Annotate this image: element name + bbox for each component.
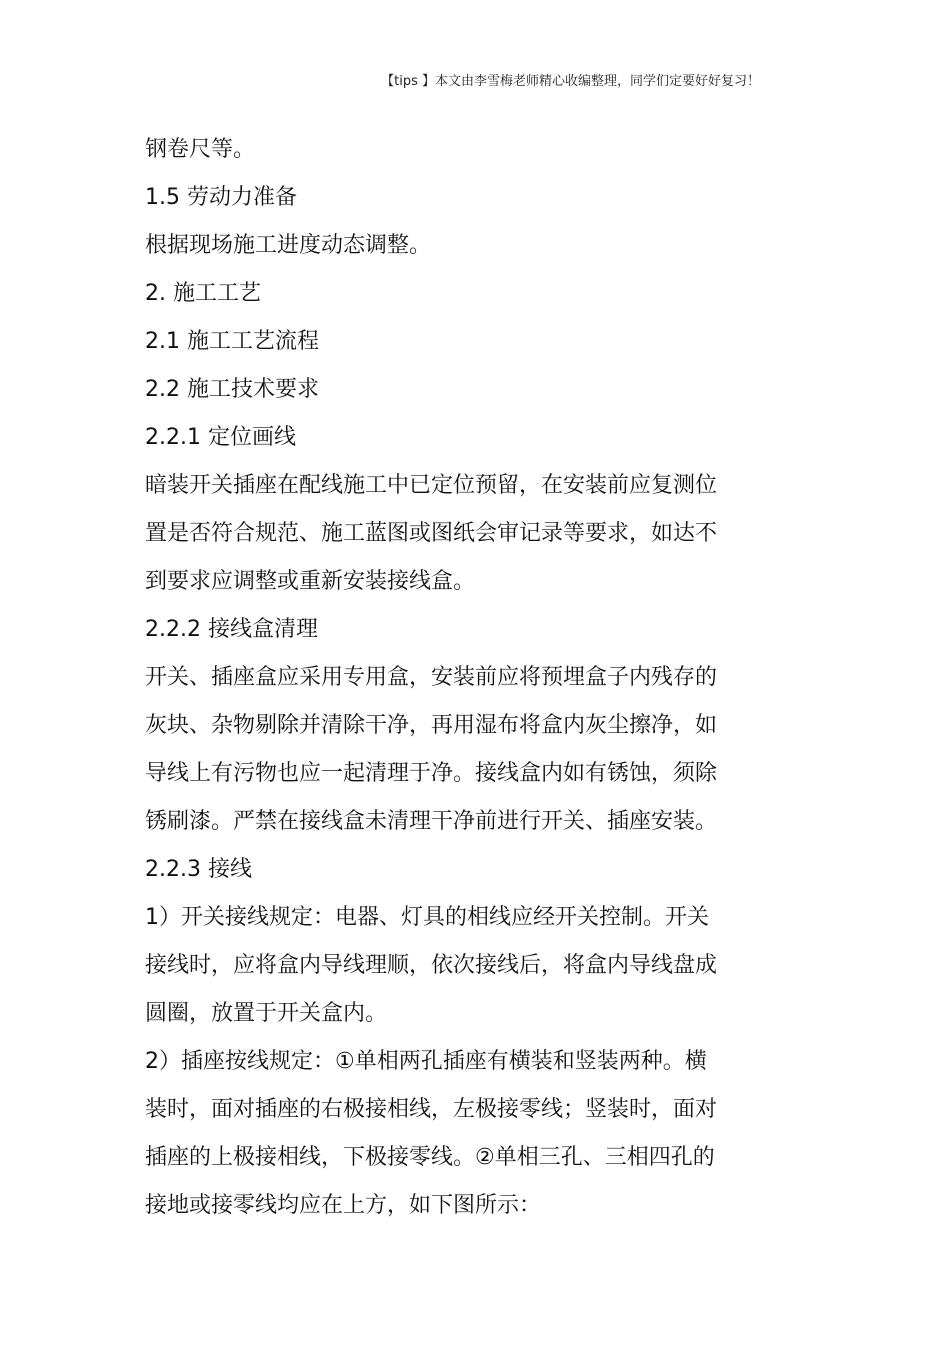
- paragraph-line: 灰块、杂物剔除并清除干净，再用湿布将盒内灰尘擦净，如: [145, 713, 718, 738]
- paragraph-line: 接地或接零线均应在上方，如下图所示：: [145, 1193, 542, 1218]
- paragraph-line: 装时，面对插座的右极接相线，左极接零线；竖装时，面对: [145, 1097, 718, 1122]
- section-heading: 2.1 施工工艺流程: [145, 329, 319, 354]
- paragraph-line: 接线时，应将盒内导线理顺，依次接线后，将盒内导线盘成: [145, 953, 718, 978]
- header-tips: 【tips 】本文由李雪梅老师精心收编整理，同学们定要好好复习！: [381, 74, 760, 89]
- paragraph-line: 导线上有污物也应一起清理于净。接线盒内如有锈蚀，须除: [145, 761, 718, 786]
- section-heading: 2.2 施工技术要求: [145, 377, 319, 402]
- section-heading: 1.5 劳动力准备: [145, 185, 297, 210]
- section-heading: 2.2.1 定位画线: [145, 425, 296, 450]
- paragraph-line: 1）开关接线规定：电器、灯具的相线应经开关控制。开关: [145, 905, 709, 930]
- paragraph-line: 圆圈，放置于开关盒内。: [145, 1001, 388, 1026]
- document-body: [145, 126, 755, 1230]
- paragraph-line: 插座的上极接相线，下极接零线。②单相三孔、三相四孔的: [145, 1145, 715, 1170]
- paragraph-line: 置是否符合规范、施工蓝图或图纸会审记录等要求，如达不: [145, 521, 718, 546]
- paragraph-line: 锈刷漆。严禁在接线盒未清理干净前进行开关、插座安装。: [145, 809, 718, 834]
- section-heading: 2.2.2 接线盒清理: [145, 617, 318, 642]
- paragraph-line: 开关、插座盒应采用专用盒，安装前应将预埋盒子内残存的: [145, 665, 718, 690]
- text-line: 根据现场施工进度动态调整。: [145, 233, 432, 258]
- paragraph-line: 到要求应调整或重新安装接线盒。: [145, 569, 476, 594]
- paragraph-line: 2）插座按线规定：①单相两孔插座有横装和竖装两种。横: [145, 1049, 707, 1074]
- section-heading: 2. 施工工艺: [145, 281, 261, 306]
- paragraph-line: 暗装开关插座在配线施工中已定位预留，在安装前应复测位: [145, 473, 718, 498]
- text-line: 钢卷尺等。: [145, 137, 256, 162]
- section-heading: 2.2.3 接线: [145, 857, 252, 882]
